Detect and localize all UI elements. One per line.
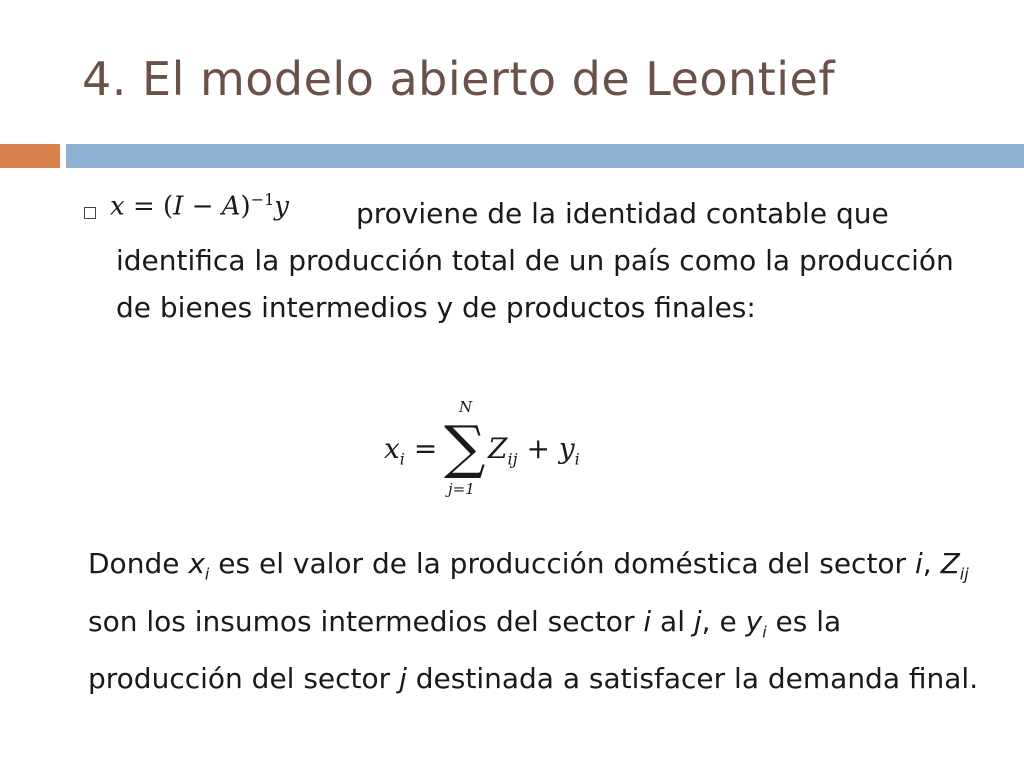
bullet-text: proviene de la identidad contable que identifica la producción total de un país como la producción de bienes intermedios y de productos finales:: [116, 197, 954, 324]
accent-bar-blue: [66, 144, 1024, 168]
slide-title: 4. El modelo abierto de Leontief: [82, 52, 836, 106]
accent-bar-orange: [0, 144, 60, 168]
explanation-text: Donde $x_i$ es el valor de la producción doméstica del sector i, $Z_{ij}$ son los insumos intermedios del sector i al j, e $y_i$ es la producción del sector j destinada a satisfacer la demanda final.: [88, 547, 979, 696]
summation-equation: $x_i$ = N ∑ j=1 $Z_{ij} + y_i$: [384, 398, 580, 498]
square-bullet-icon: [84, 207, 96, 219]
inverse-formula: $x = (I - A)^{-1}y$: [110, 190, 289, 222]
sigma-symbol: ∑: [444, 413, 486, 481]
